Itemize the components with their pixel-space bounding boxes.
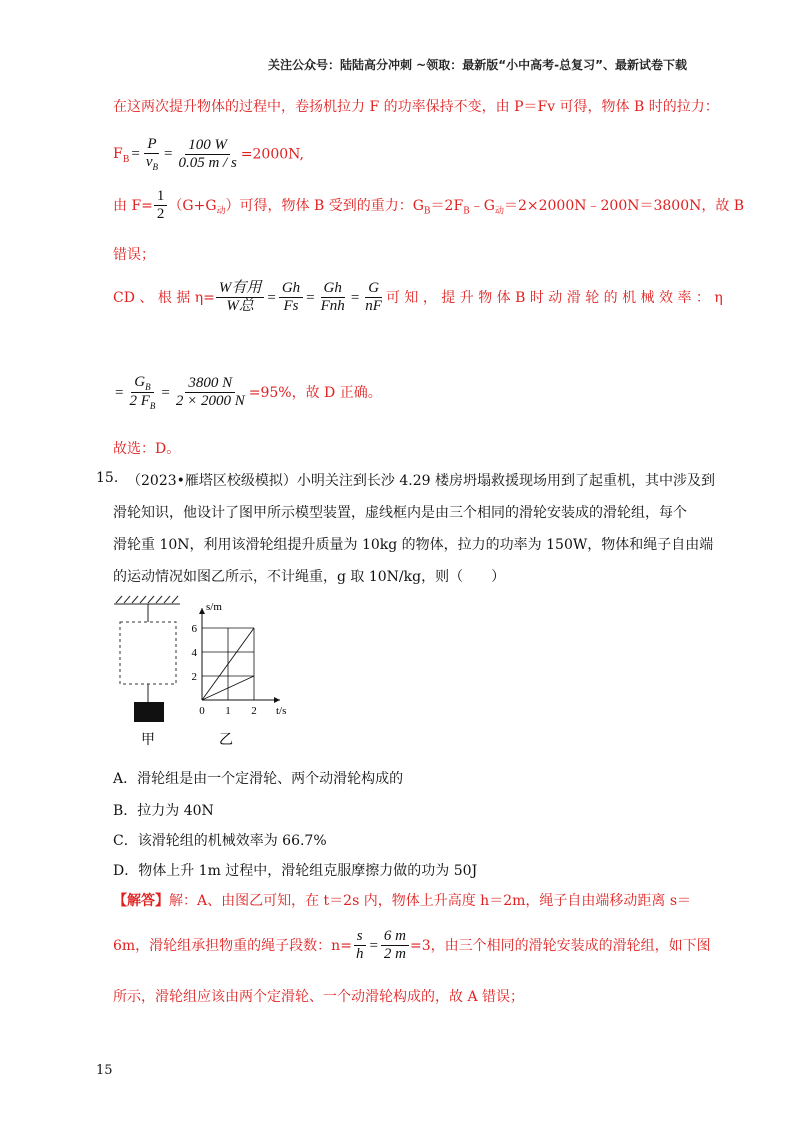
fraction-gh-over-fnh: $\frac{Gh}{\text{Fnh}}$ [320,280,345,315]
sol14-efficiency-result: = $\frac{G_B}{2 F_B}$ = $\frac{3800 N}{2 \times 2000 N}$ =95%，故 D 正确。 [115,374,382,412]
fraction-one-half: $\frac{1}{2}$ [154,188,168,224]
x-axis-label: t/s [276,705,287,717]
fraction-s-over-h: $\frac{s}{h}$ [353,928,367,964]
sol14-gravity-line: 由 F= $\frac{1}{2}$ $(G+G_动)$可得，物体 B 受到的重力：$G_B=2F_B﹣G_动=2\times 2000N﹣200N=3800N$，故 B [113,188,745,223]
solution-label: 【解答】 [113,893,169,909]
y-tick-label: 2 [191,671,197,683]
y-axis-arrow-icon [199,608,205,614]
weight-block-icon [134,702,164,722]
figure-pulley-and-graph [110,592,310,756]
option-c: C．该滑轮组的机械效率为 66.7% [113,833,327,849]
option-a: A．滑轮组是由一个定滑轮、两个动滑轮构成的 [113,771,404,787]
page-header: 关注公众号：陆陆高分冲刺 ~领取：最新版“小中高考-总复习”、最新试卷下载 [268,58,687,72]
x-tick-label: 2 [251,705,257,717]
y-tick-label: 4 [191,647,197,659]
q15-line-2: 滑轮知识，他设计了图甲所示模型装置，虚线框内是由三个相同的滑轮安装成的滑轮组，每个 [113,505,687,521]
y-tick-label: 6 [191,623,197,635]
pulley-box-dashed [120,622,176,684]
fraction-gh-over-fs: $\frac{Gh}{Fs}$ [279,280,303,316]
option-d: D．物体上升 1m 过程中，滑轮组克服摩擦力做的功为 50J [113,863,478,879]
fraction-p-over-vb: $\frac{P}{v_B}$ [145,136,158,173]
ceiling-icon [114,596,180,604]
page-number: 15 [96,1063,113,1078]
option-b: B．拉力为 40N [113,803,214,819]
fraction-100w-over-speed: $\frac{100 W}{0.05 m / s}$ [178,136,237,171]
s-t-graph [192,601,287,717]
sol14-answer: 故选：D。 [113,441,181,457]
fraction-3800-over-4000: $\frac{3800 N}{2 \times 2000 N}$ [175,375,245,410]
fraction-6m-over-2m: $\frac{6 m}{2 m}$ [381,928,409,964]
label-yi: 乙 [219,732,233,748]
x-tick-label: 0 [199,705,205,717]
sol14-fb-equation: $F_B$ = $\frac{P}{v_B}$ = $\frac{100 W}{0.05 m / s}$ =2000N, [113,136,304,173]
fraction-gb-over-2fb: $\frac{G_B}{2 F_B}$ [129,374,156,412]
fraction-w-useful-over-w-total: $\frac{\text{W有用}}{\text{W总}}$ [216,280,265,316]
fraction-g-over-nf: $\frac{G}{nF}$ [365,280,382,315]
figure-svg [110,592,310,752]
y-axis-label: s/m [206,601,222,613]
sol15-line-1: 【解答】解：A、由图乙可知，在 t＝2s 内，物体上升高度 h＝2m，绳子自由端移动距离 s＝ [113,893,692,909]
sol14-line-4: 错误； [113,247,155,263]
q15-line-4: 的运动情况如图乙所示，不计绳重，g 取 10N/kg，则（ ） [113,569,506,585]
sol15-line-3: 所示，滑轮组应该由两个定滑轮、一个动滑轮构成的，故 A 错误； [113,989,525,1005]
fb-label: $F_B$ [113,146,130,166]
q15-line-3: 滑轮重 10N，利用该滑轮组提升质量为 10kg 的物体，拉力的功率为 150W，物体和绳子自由端 [113,537,714,553]
sol15-line-2: 6m，滑轮组承担物重的绳子段数：n= $\frac{s}{h}$ = $\frac{6 m}{2 m}$ =3，由三个相同的滑轮安装成的滑轮组，如下图 [113,928,711,963]
x-tick-label: 1 [225,705,231,717]
question-number: 15. [96,470,119,486]
sol14-efficiency-formula: CD 、 根 据 η= $\frac{\text{W有用}}{\text{W总}}$ = $\frac{Gh}{Fs}$ = $\frac{Gh}{\text{Fnh}}$ = $\frac{G}{nF}$ 可 知 ， 提 升 物 体 B 时 动 滑 轮 的 机 械 效 率 ： η [113,280,723,315]
q15-line-1: （2023•雁塔区校级模拟）小明关注到长沙 4.29 楼房坍塌救援现场用到了起重机，其中涉及到 [127,473,715,489]
sol14-line-1: 在这两次提升物体的过程中，卷扬机拉力 F 的功率保持不变，由 P＝Fv 可得，物体 B 时的拉力： [113,99,719,115]
x-axis-arrow-icon [274,697,280,703]
label-jia: 甲 [141,732,155,748]
